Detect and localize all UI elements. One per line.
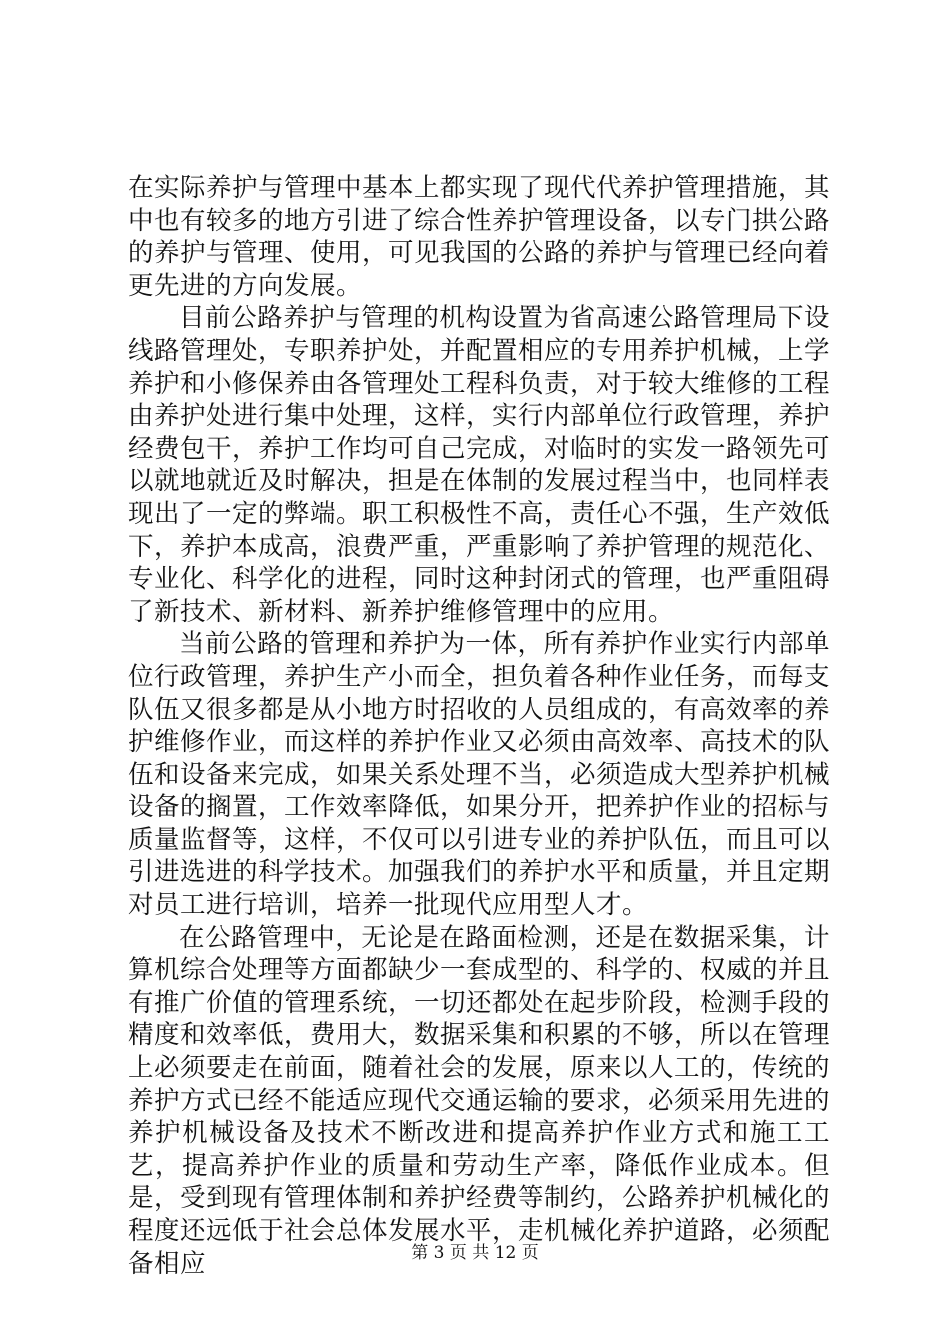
body-text: [128, 172, 830, 1280]
paragraph: 在公路管理中，无论是在路面检测，还是在数据采集，计算机综合处理等方面都缺少一套成型的、科学的、权威的并且有推广价值的管理系统，一切还都处在起步阶段，检测手段的精度和效率低，费用大，数据采集和积累的不够，所以在管理上必须要走在前面，随着社会的发展，原来以人工的，传统的养护方式已经不能适应现代交通运输的要求，必须采用先进的养护机械设备及技术不断改进和提高养护作业方式和施工工艺，提高养护作业的质量和劳动生产率，降低作业成本。但是，受到现有管理体制和养护经费等制约，公路养护机械化的程度还远低于社会总体发展水平，走机械化养护道路，必须配备相应: [128, 922, 831, 1279]
page-footer: 第 3 页 共 12 页: [411, 1243, 539, 1263]
paragraph: 在实际养护与管理中基本上都实现了现代代养护管理措施，其中也有较多的地方引进了综合性养护管理设备，以专门拱公路的养护与管理、使用，可见我国的公路的养护与管理已经向着更先进的方向发展。: [128, 173, 831, 301]
paragraph: 当前公路的管理和养护为一体，所有养护作业实行内部单位行政管理，养护生产小而全，担负着各种作业任务，而每支队伍又很多都是从小地方时招收的人员组成的，有高效率的养护维修作业，而这样的养护作业又必须由高效率、高技术的队伍和设备来完成，如果关系处理不当，必须造成大型养护机械设备的搁置，工作效率降低，如果分开，把养护作业的招标与质量监督等，这样，不仅可以引进专业的养护队伍，而且可以引进选进的科学技术。加强我们的养护水平和质量，并且定期对员工进行培训，培养一批现代应用型人才。: [128, 629, 831, 921]
paragraph: 目前公路养护与管理的机构设置为省高速公路管理局下设线路管理处，专职养护处，并配置相应的专用养护机械，上学养护和小修保养由各管理处工程科负责，对于较大维修的工程由养护处进行集中处理，这样，实行内部单位行政管理，养护经费包干，养护工作均可自己完成，对临时的实发一路领先可以就地就近及时解决，担是在体制的发展过程当中，也同样表现出了一定的弊端。职工积极性不高，责任心不强，生产效低下，养护本成高，浪费严重，严重影响了养护管理的规范化、专业化、科学化的进程，同时这种封闭式的管理，也严重阻碍了新技术、新材料、新养护维修管理中的应用。: [128, 303, 831, 627]
